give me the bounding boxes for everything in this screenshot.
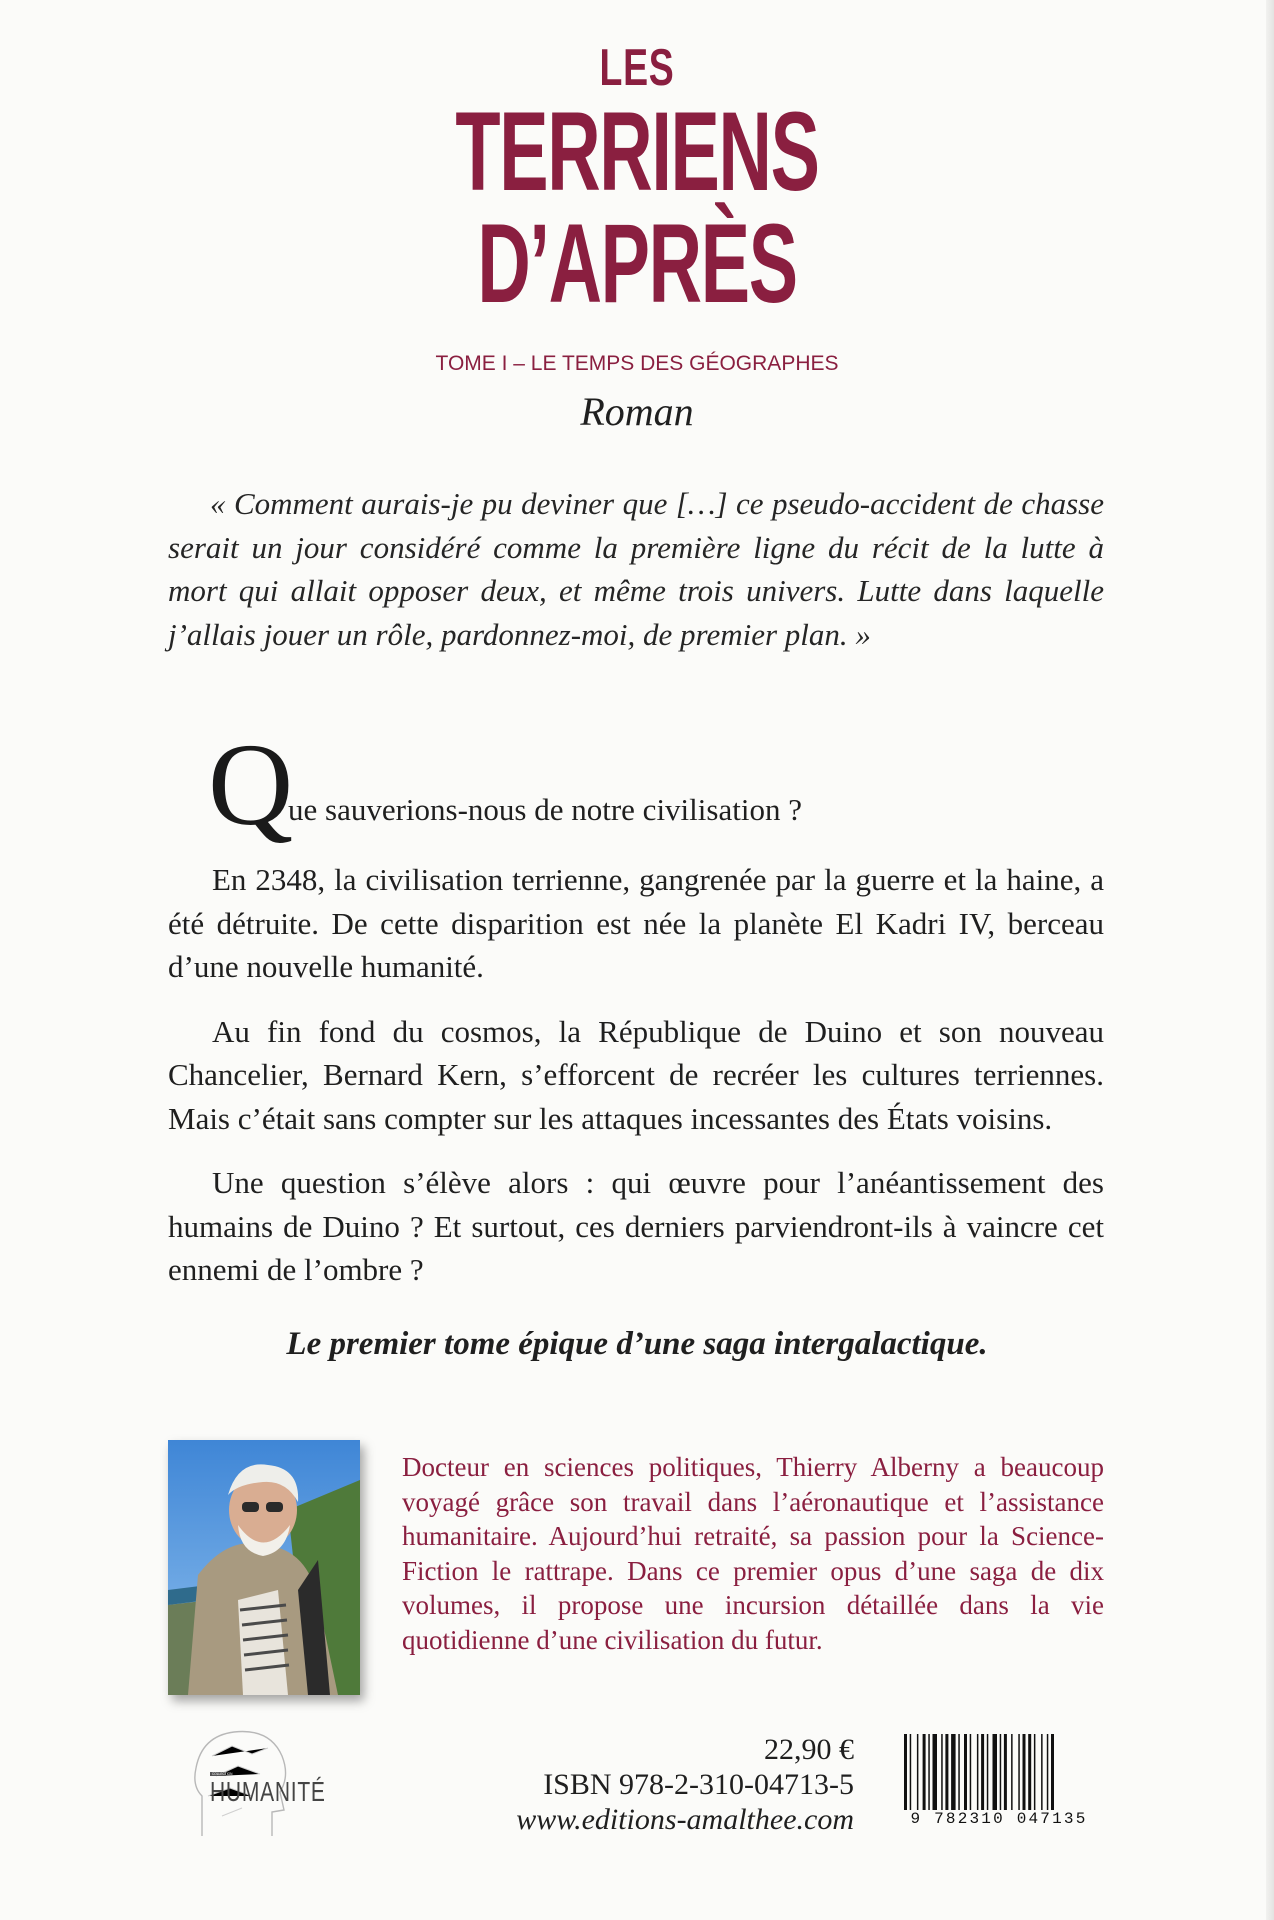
author-photo	[168, 1440, 360, 1695]
barcode-bar	[945, 1734, 948, 1814]
synopsis-paragraph: Une question s’élève alors : qui œuvre pour l’anéantissement des humains de Duino ? Et surtout, ces derniers parviendront-ils à vaincre cet ennemi de l’ombre ?	[168, 1165, 1104, 1287]
publisher-website: www.editions-amalthee.com	[516, 1803, 854, 1836]
barcode-bar	[1051, 1734, 1054, 1814]
barcode-bar	[951, 1734, 956, 1814]
barcode-bar	[977, 1734, 979, 1814]
barcode-bar	[1028, 1734, 1031, 1814]
barcode-bar	[1047, 1734, 1049, 1814]
isbn: ISBN 978-2-310-04713-5	[543, 1768, 854, 1801]
barcode-bar	[1004, 1734, 1007, 1814]
excerpt-quote	[168, 482, 1104, 656]
title-line-1: LES	[599, 39, 675, 97]
title-line-3: D’APRÈS	[477, 201, 797, 326]
barcode-bar	[1041, 1734, 1043, 1814]
collection-name: HUMANITÉ	[210, 1776, 326, 1807]
barcode-bar	[964, 1734, 967, 1814]
lead-question: ue sauverions-nous de notre civilisation ?	[288, 792, 802, 827]
barcode-digits: 9 782310 047135	[898, 1810, 1100, 1828]
author-bio: Docteur en sciences politiques, Thierry Alberny a beaucoup voyagé grâce son travail dans l’aéronautique et l’assistance humanitaire. Aujourd’hui retraité, sa passion pour la Science-Fiction le rattrape. Dans ce premier opus d’une saga de dix volumes, il propose une incursion détaillée dans la vie quotidienne d’une civilisation du futur.	[402, 1452, 1104, 1655]
quote-text: « Comment aurais-je pu deviner que […] ce pseudo-accident de chasse serait un jour considéré comme la première ligne du récit de la lutte à mort qui allait opposer deux, et même trois univers. Lutte dans laquelle j’allais jouer un rôle, pardonnez-moi, de premier plan. »	[168, 486, 1104, 652]
synopsis-lead	[168, 719, 1104, 850]
price: 22,90 €	[764, 1733, 854, 1766]
barcode-bar	[987, 1734, 989, 1814]
collection-label: COLLECTION	[212, 1772, 233, 1776]
barcode-bar	[941, 1734, 943, 1814]
series-subtitle: TOME I – LE TEMPS DES GÉOGRAPHES	[435, 352, 839, 375]
barcode-bar	[917, 1734, 919, 1814]
barcode-bar	[1011, 1734, 1013, 1814]
genre-label: Roman	[580, 389, 694, 434]
title-line-2: TERRIENS	[455, 89, 819, 214]
barcode-bar	[1034, 1734, 1036, 1814]
publisher-info	[516, 1732, 854, 1837]
barcode-bar	[970, 1734, 972, 1814]
barcode-bar	[981, 1734, 984, 1814]
barcode-bar	[933, 1734, 938, 1814]
synopsis-paragraph: Au fin fond du cosmos, la République de Duino et son nouveau Chancelier, Bernard Kern, s’efforcent de recréer les cultures terriennes. Mais c’était sans compter sur les attaques incessantes des États voisins.	[168, 1013, 1104, 1136]
barcode-bar	[1018, 1734, 1020, 1814]
barcode-bar	[993, 1734, 998, 1814]
barcode-bar	[910, 1734, 912, 1814]
barcode-bar	[904, 1734, 907, 1814]
barcode-bar	[923, 1734, 926, 1814]
tagline: Le premier tome épique d’une saga intergalactique.	[286, 1326, 988, 1362]
book-title	[0, 39, 1274, 326]
synopsis-paragraph: En 2348, la civilisation terrienne, gangrenée par la guerre et la haine, a été détruite. De cette disparition est née la planète El Kadri IV, berceau d’une nouvelle humanité.	[168, 862, 1104, 984]
barcode-bar	[958, 1734, 960, 1814]
drop-cap: Q	[208, 719, 294, 850]
barcode-bar	[1000, 1734, 1002, 1814]
synopsis	[168, 719, 1104, 1313]
barcode-bar	[928, 1734, 930, 1814]
barcode-bar	[1023, 1734, 1026, 1814]
